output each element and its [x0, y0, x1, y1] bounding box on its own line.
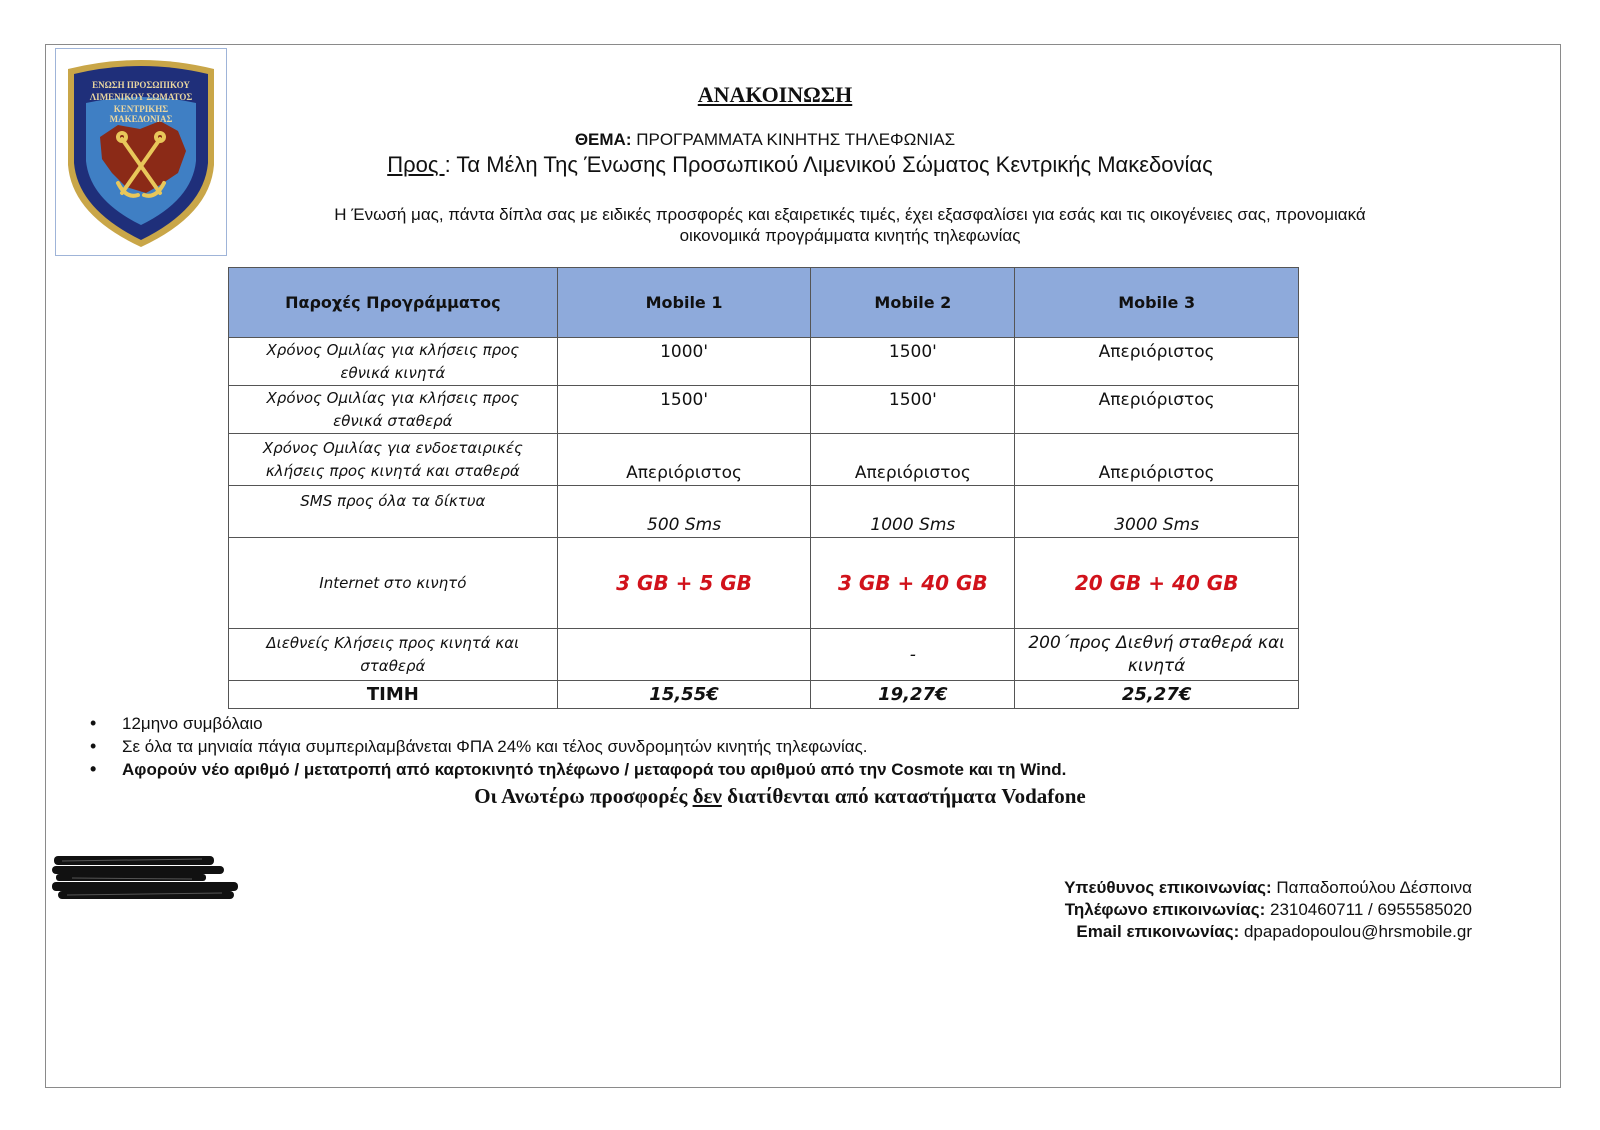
intro-line-2: οικονομικά προγράμματα κινητής τηλεφωνίας: [679, 226, 1021, 245]
subject-line: [0, 130, 1530, 150]
subject-value: ΠΡΟΓΡΑΜΜΑΤΑ ΚΙΝΗΤΗΣ ΤΗΛΕΦΩΝΙΑΣ: [631, 130, 956, 149]
list-item: • 12μηνο συμβόλαιο: [88, 712, 1066, 735]
contact-block: [950, 877, 1472, 943]
feature-cell: [229, 486, 558, 538]
data-value-cell: 3 GB + 5 GB: [557, 538, 811, 629]
feature-line: Χρόνος Ομιλίας για ενδοεταιρικές: [262, 438, 523, 457]
feature-line: Internet στο κινητό: [319, 573, 467, 592]
feature-line: εθνικά σταθερά: [333, 411, 453, 430]
feature-line: Χρόνος Ομιλίας για κλήσεις προς: [266, 340, 520, 359]
contact-phone-label: Τηλέφωνο επικοινωνίας:: [1064, 900, 1266, 919]
data-value-cell: 3 GB + 40 GB: [811, 538, 1015, 629]
value-cell: 1500': [811, 338, 1015, 386]
table-row: [229, 434, 1299, 486]
notes-list: [88, 712, 1066, 781]
value-cell: [1015, 629, 1299, 681]
contact-phone: [950, 899, 1472, 921]
value-cell: Απεριόριστος: [1015, 386, 1299, 434]
value-line: κινητά: [1127, 655, 1186, 676]
disclaimer-emph: δεν: [692, 784, 722, 808]
value-cell: -: [811, 629, 1015, 681]
data-value-cell: 20 GB + 40 GB: [1015, 538, 1299, 629]
feature-line: σταθερά: [360, 656, 426, 675]
disclaimer-post: διατίθενται από καταστήματα Vodafone: [721, 784, 1086, 808]
value-cell: Απεριόριστος: [811, 434, 1015, 486]
table-header-row: [229, 268, 1299, 338]
plans-table: [228, 267, 1299, 709]
value-cell: 1000': [557, 338, 811, 386]
value-cell: [557, 629, 811, 681]
intro-paragraph: [250, 204, 1450, 246]
value-cell: Απεριόριστος: [557, 434, 811, 486]
recipient-label: Προς: [387, 152, 445, 177]
subject-label: ΘΕΜΑ:: [574, 130, 632, 149]
value-cell: 1000 Sms: [811, 486, 1015, 538]
contact-email-label: Email επικοινωνίας:: [1076, 922, 1240, 941]
header-mobile-1: Mobile 1: [557, 268, 811, 338]
disclaimer-pre: Οι Ανωτέρω προσφορές: [474, 784, 693, 808]
contact-email: [950, 921, 1472, 943]
value-cell: Απεριόριστος: [1015, 338, 1299, 386]
feature-cell: [229, 538, 558, 629]
contact-person-label: Υπεύθυνος επικοινωνίας:: [1064, 878, 1272, 897]
feature-cell: [229, 629, 558, 681]
redacted-scribble-icon: [52, 852, 242, 906]
feature-line: κλήσεις προς κινητά και σταθερά: [265, 461, 520, 480]
contact-person: [950, 877, 1472, 899]
contact-phone-value: 2310460711 / 6955585020: [1265, 900, 1472, 919]
header-features: Παροχές Προγράμματος: [229, 268, 558, 338]
price-row: [229, 681, 1299, 709]
table-row: [229, 629, 1299, 681]
value-cell: 3000 Sms: [1015, 486, 1299, 538]
redacted-signature: [52, 852, 242, 911]
value-cell: 500 Sms: [557, 486, 811, 538]
recipient-line: [0, 152, 1600, 178]
value-cell: Απεριόριστος: [1015, 434, 1299, 486]
list-item: • Αφορούν νέο αριθμό / μετατροπή από καρτοκινητό τηλέφωνο / μεταφορά του αριθμού από την Cosmote και τη Wind.: [88, 758, 1066, 781]
contact-person-value: Παπαδοπούλου Δέσποινα: [1271, 878, 1472, 897]
price-label-cell: ΤΙΜΗ: [229, 681, 558, 709]
feature-cell: [229, 386, 558, 434]
price-cell: 19,27€: [811, 681, 1015, 709]
contact-email-value: dpapadopoulou@hrsmobile.gr: [1239, 922, 1472, 941]
price-cell: 25,27€: [1015, 681, 1299, 709]
value-cell: 1500': [557, 386, 811, 434]
feature-line: εθνικά κινητά: [340, 363, 446, 382]
feature-line: Διεθνείς Κλήσεις προς κινητά και: [266, 633, 520, 652]
intro-line-1: Η Ένωσή μας, πάντα δίπλα σας με ειδικές προσφορές και εξαιρετικές τιμές, έχει εξασφαλίσει για εσάς και τις οικογένειες σας, προνομιακά: [334, 205, 1366, 224]
feature-line: SMS προς όλα τα δίκτυα: [300, 492, 486, 510]
svg-text:ΛΙΜΕΝΙΚΟΥ ΣΩΜΑΤΟΣ: ΛΙΜΕΝΙΚΟΥ ΣΩΜΑΤΟΣ: [89, 92, 193, 102]
disclaimer: [0, 784, 1560, 809]
value-line: 200΄προς Διεθνή σταθερά και: [1028, 632, 1285, 653]
table-row: [229, 486, 1299, 538]
table-row: [229, 386, 1299, 434]
feature-line: Χρόνος Ομιλίας για κλήσεις προς: [266, 388, 520, 407]
feature-cell: [229, 338, 558, 386]
svg-text:ΚΕΝΤΡΙΚΗΣ: ΚΕΝΤΡΙΚΗΣ: [113, 104, 169, 114]
svg-text:ΕΝΩΣΗ ΠΡΟΣΩΠΙΚΟΥ: ΕΝΩΣΗ ΠΡΟΣΩΠΙΚΟΥ: [92, 80, 190, 90]
feature-cell: [229, 434, 558, 486]
price-cell: 15,55€: [557, 681, 811, 709]
announcement-title: ΑΝΑΚΟΙΝΩΣΗ: [697, 82, 853, 107]
header-mobile-2: Mobile 2: [811, 268, 1015, 338]
table-row: [229, 538, 1299, 629]
table-row: [229, 338, 1299, 386]
svg-text:ΜΑΚΕΔΟΝΙΑΣ: ΜΑΚΕΔΟΝΙΑΣ: [109, 114, 173, 124]
recipient-value: : Τα Μέλη Της Ένωσης Προσωπικού Λιμενικού Σώματος Κεντρικής Μακεδονίας: [444, 152, 1213, 177]
value-cell: 1500': [811, 386, 1015, 434]
list-item: • Σε όλα τα μηνιαία πάγια συμπεριλαμβάνεται ΦΠΑ 24% και τέλος συνδρομητών κινητής τηλεφωνίας.: [88, 735, 1066, 758]
header-mobile-3: Mobile 3: [1015, 268, 1299, 338]
